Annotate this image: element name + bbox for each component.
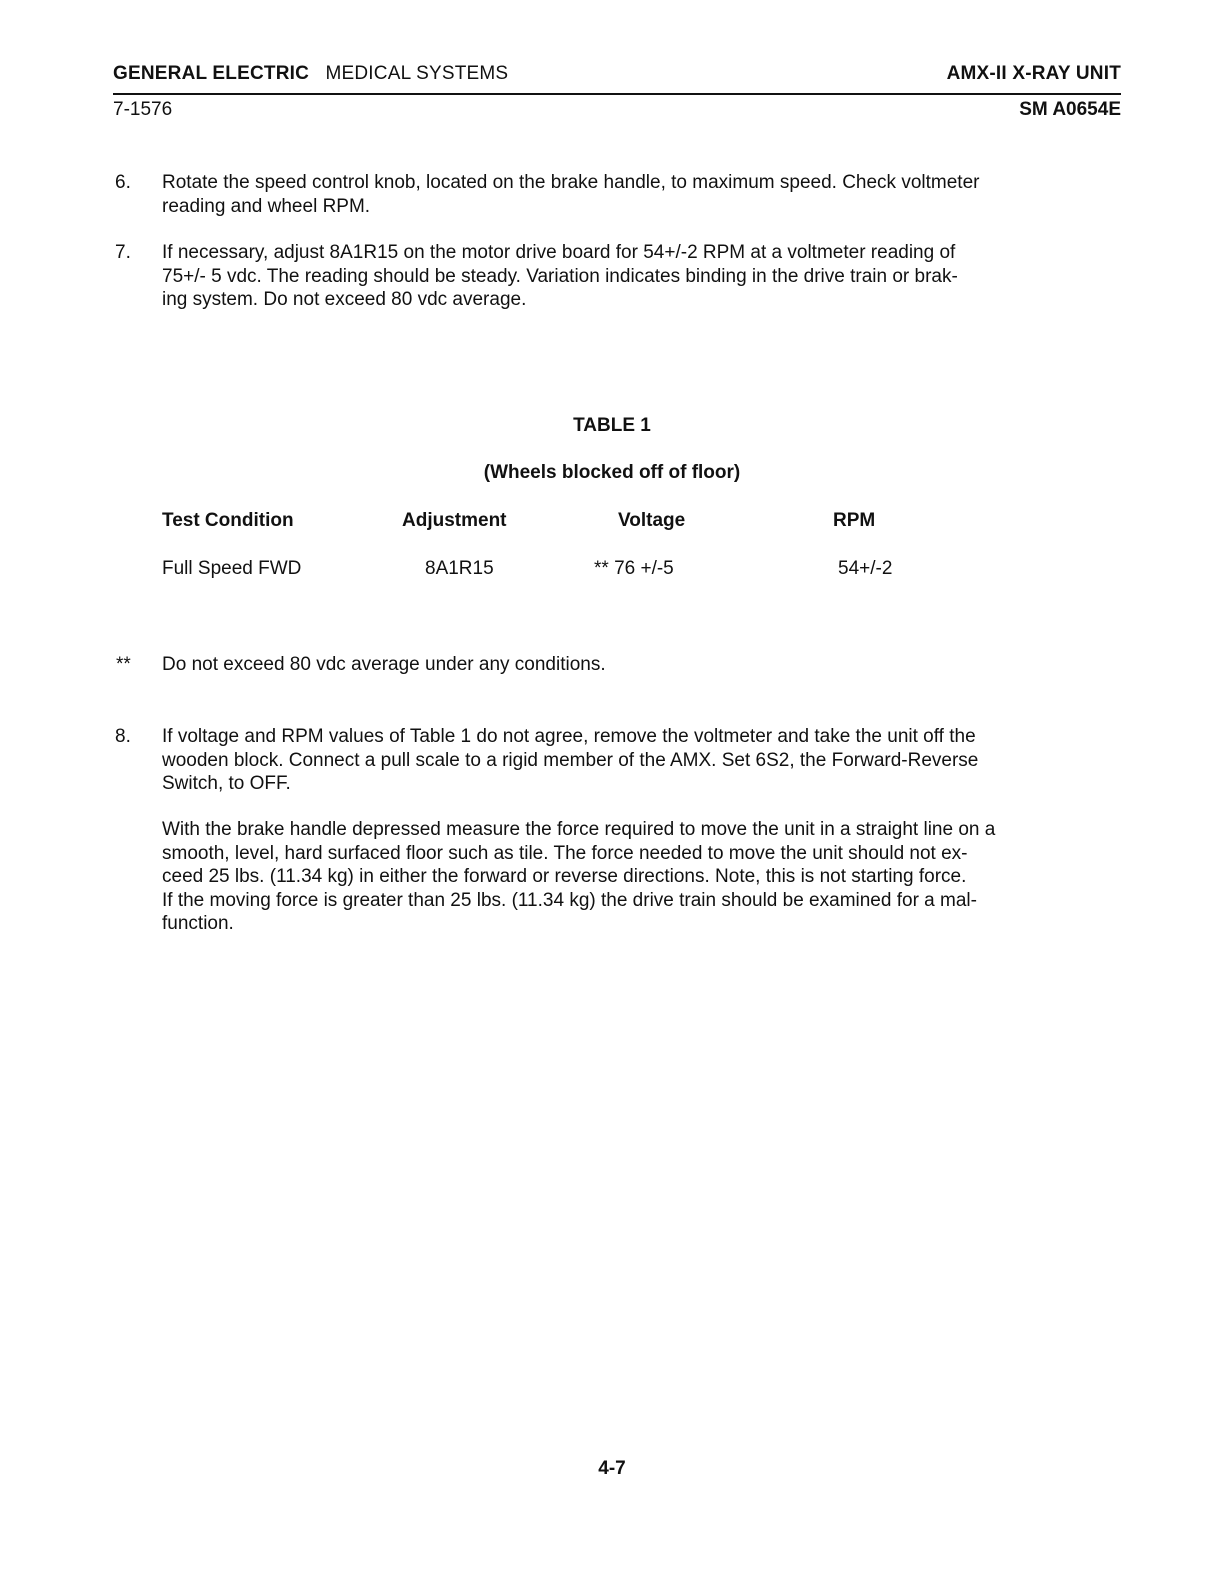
step-6-text xyxy=(162,171,1092,218)
step-7-line: If necessary, adjust 8A1R15 on the motor drive board for 54+/-2 RPM at a voltmeter reading of xyxy=(162,242,956,263)
step-7-line: ing system. Do not exceed 80 vdc average. xyxy=(162,289,527,310)
table-header-adjustment: Adjustment xyxy=(402,510,507,531)
step-8-line: With the brake handle depressed measure the force required to move the unit in a straight line on a xyxy=(162,819,996,840)
step-8-line: If voltage and RPM values of Table 1 do not agree, remove the voltmeter and take the unit off the xyxy=(162,726,976,747)
doc-number: 7-1576 xyxy=(113,99,173,120)
table-header-rpm: RPM xyxy=(833,510,876,531)
step-8-line: Switch, to OFF. xyxy=(162,773,291,794)
table-title: TABLE 1 xyxy=(573,415,651,436)
step-7-number: 7. xyxy=(115,242,131,263)
header-rule xyxy=(113,93,1121,95)
step-7-text xyxy=(162,241,1092,312)
table-subtitle: (Wheels blocked off of floor) xyxy=(483,462,741,483)
header-company xyxy=(113,63,508,85)
header-division: MEDICAL SYSTEMS xyxy=(325,63,509,84)
page-number: 4-7 xyxy=(598,1458,626,1479)
step-8-paragraph-2 xyxy=(162,818,1092,936)
table-cell-adjustment: 8A1R15 xyxy=(425,558,494,579)
step-6-line: Rotate the speed control knob, located on the brake handle, to maximum speed. Check voltmeter xyxy=(162,172,980,193)
step-8-paragraph-1 xyxy=(162,725,1092,796)
step-8-line: ceed 25 lbs. (11.34 kg) in either the forward or reverse directions. Note, this is not starting force. xyxy=(162,866,967,887)
manual-number: SM A0654E xyxy=(1019,99,1121,120)
table-cell-rpm: 54+/-2 xyxy=(838,558,893,579)
step-7-line: 75+/- 5 vdc. The reading should be steady. Variation indicates binding in the drive train or brak- xyxy=(162,265,958,287)
step-8-line: smooth, level, hard surfaced floor such as tile. The force needed to move the unit should not ex- xyxy=(162,842,968,864)
step-8-line: function. xyxy=(162,913,234,934)
header-company-name: GENERAL ELECTRIC xyxy=(113,63,310,84)
step-6-line: reading and wheel RPM. xyxy=(162,195,371,217)
footnote-marker: ** xyxy=(116,654,131,675)
table-header-voltage: Voltage xyxy=(618,510,686,531)
step-8-line: wooden block. Connect a pull scale to a rigid member of the AMX. Set 6S2, the Forward-Reverse xyxy=(162,749,979,771)
table-header-test-condition: Test Condition xyxy=(162,510,294,531)
step-6-number: 6. xyxy=(115,172,131,193)
header-product: AMX-II X-RAY UNIT xyxy=(946,63,1121,84)
footnote-text: Do not exceed 80 vdc average under any conditions. xyxy=(162,654,606,675)
table-cell-test-condition: Full Speed FWD xyxy=(162,558,302,579)
table-cell-voltage: ** 76 +/-5 xyxy=(594,558,674,579)
step-8-number: 8. xyxy=(115,726,131,747)
step-8-line: If the moving force is greater than 25 lbs. (11.34 kg) the drive train should be examined for a mal- xyxy=(162,889,977,911)
